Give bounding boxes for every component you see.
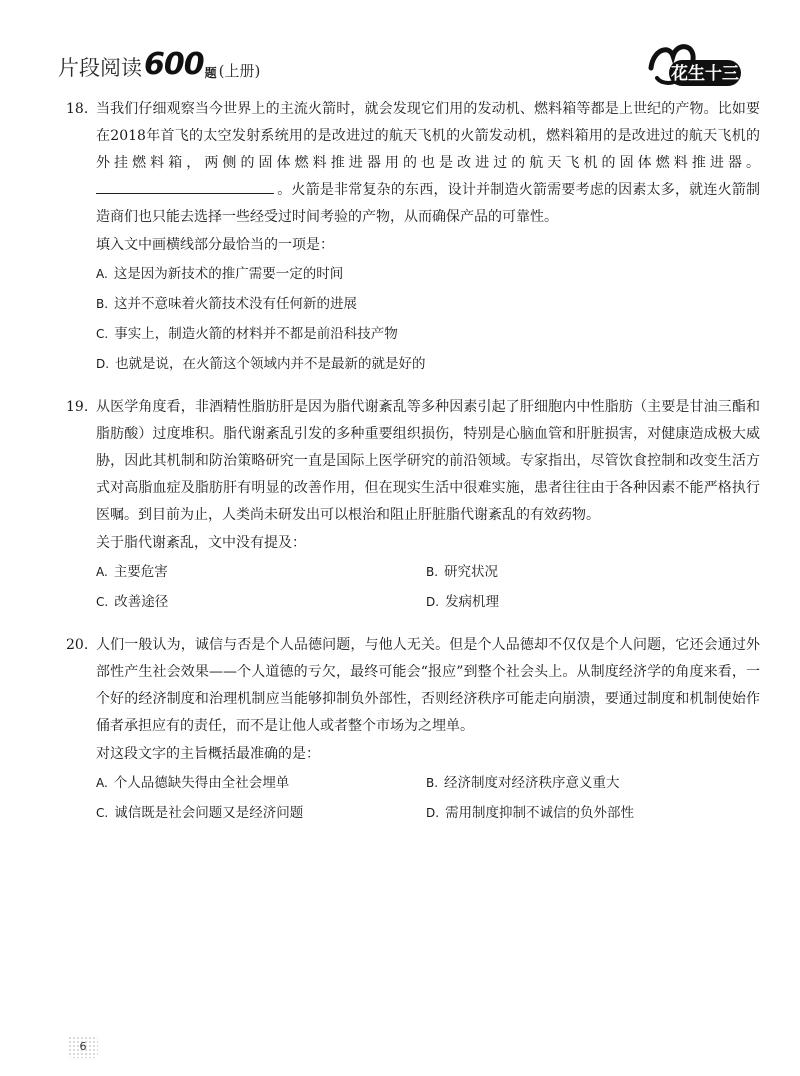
option-b[interactable]: [426, 768, 756, 798]
option-a[interactable]: [96, 768, 426, 798]
book-title-prefix: 片段阅读: [58, 56, 142, 80]
option-letter: C.: [96, 327, 109, 341]
question-number: 18.: [66, 101, 89, 117]
book-title: [58, 47, 261, 82]
option-text: 研究状况: [444, 564, 499, 580]
stem-before-blank: 当我们仔细观察当今世界上的主流火箭时，就会发现它们用的发动机、燃料箱等都是上世纪的产物。比如要在2018年首飞的太空发射系统用的是改进过的航天飞机的火箭发动机，燃料箱用的是改进过的航天飞机的外挂燃料箱，两侧的固体燃料推进器用的也是改进过的航天飞机的固体燃料推进器。: [96, 101, 760, 171]
question-18: [66, 96, 760, 379]
option-b[interactable]: [96, 289, 760, 319]
book-volume: (上册): [218, 62, 261, 80]
option-c[interactable]: [96, 798, 426, 828]
book-title-number: 600: [144, 47, 204, 82]
option-text: 诚信既是社会问题又是经济问题: [114, 805, 304, 821]
option-text: 需用制度抑制不诚信的负外部性: [445, 805, 635, 821]
option-letter: B.: [96, 297, 109, 311]
option-letter: C.: [96, 595, 109, 609]
option-text: 这是因为新技术的推广需要一定的时间: [113, 266, 344, 282]
option-letter: B.: [426, 565, 439, 579]
option-b[interactable]: [426, 557, 756, 587]
question-number: 19.: [66, 399, 89, 415]
option-letter: A.: [96, 267, 108, 281]
page-header: [0, 0, 800, 100]
option-letter: D.: [426, 595, 440, 609]
question-prompt: 对这段文字的主旨概括最准确的是：: [96, 746, 320, 762]
question-list: [66, 96, 760, 843]
option-text: 发病机理: [445, 594, 500, 610]
answer-blank: [96, 181, 274, 194]
page-number: 6: [68, 1036, 98, 1058]
option-list: [96, 768, 760, 828]
option-c[interactable]: [96, 319, 760, 349]
option-d[interactable]: [426, 798, 756, 828]
option-a[interactable]: [96, 557, 426, 587]
question-prompt: 关于脂代谢紊乱，文中没有提及：: [96, 535, 306, 551]
option-letter: C.: [96, 806, 109, 820]
question-stem: 人们一般认为，诚信与否是个人品德问题，与他人无关。但是个人品德却不仅仅是个人问题，它还会通过外部性产生社会效果——个人道德的亏欠，最终可能会“报应”到整个社会头上。从制度经济学的角度来看，一个好的经济制度和治理机制应当能够抑制负外部性，否则经济秩序可能走向崩溃，要通过制度和机制使始作俑者承担应有的责任，而不是让他人或者整个市场为之埋单。: [96, 637, 760, 734]
option-text: 这并不意味着火箭技术没有任何新的进展: [114, 296, 358, 312]
option-text: 也就是说，在火箭这个领域内并不是最新的就是好的: [115, 356, 426, 372]
question-stem: 从医学角度看，非酒精性脂肪肝是因为脂代谢紊乱等多种因素引起了肝细胞内中性脂肪（主要是甘油三酯和脂肪酸）过度堆积。脂代谢紊乱引发的多种重要组织损伤，特别是心脑血管和肝脏损害，对健康造成极大威胁，因此其机制和防治策略研究一直是国际上医学研究的前沿领域。专家指出，尽管饮食控制和改变生活方式对高脂血症及脂肪肝有明显的改善作用，但在现实生活中很难实施，患者往往由于各种因素不能严格执行医嘱。到目前为止，人类尚未研发出可以根治和阻止肝脏脂代谢紊乱的有效药物。: [96, 399, 760, 523]
option-a[interactable]: [96, 259, 760, 289]
stem-after-blank: 。火箭是非常复杂的东西，设计并制造火箭需要考虑的因素太多，就连火箭制造商们也只能去选择一些经受过时间考验的产物，从而确保产品的可靠性。: [96, 182, 760, 225]
book-title-unit: 题: [204, 66, 217, 80]
option-letter: A.: [96, 565, 108, 579]
option-letter: B.: [426, 776, 439, 790]
option-text: 个人品德缺失得由全社会埋单: [113, 775, 290, 791]
option-c[interactable]: [96, 587, 426, 617]
option-text: 改善途径: [114, 594, 169, 610]
option-text: 事实上，制造火箭的材料并不都是前沿科技产物: [114, 326, 398, 342]
question-19: [66, 394, 760, 617]
brand-logo-text: 花生十三: [671, 64, 739, 84]
option-list: [96, 557, 760, 617]
question-prompt: 填入文中画横线部分最恰当的一项是：: [96, 237, 334, 253]
question-number: 20.: [66, 637, 89, 653]
option-letter: A.: [96, 776, 108, 790]
option-list: [96, 259, 760, 379]
option-letter: D.: [96, 357, 110, 371]
question-20: [66, 632, 760, 828]
option-d[interactable]: [96, 349, 760, 379]
brand-logo: [643, 38, 743, 90]
option-text: 主要危害: [113, 564, 168, 580]
option-d[interactable]: [426, 587, 756, 617]
option-text: 经济制度对经济秩序意义重大: [444, 775, 620, 791]
option-letter: D.: [426, 806, 440, 820]
question-stem: [96, 96, 760, 231]
